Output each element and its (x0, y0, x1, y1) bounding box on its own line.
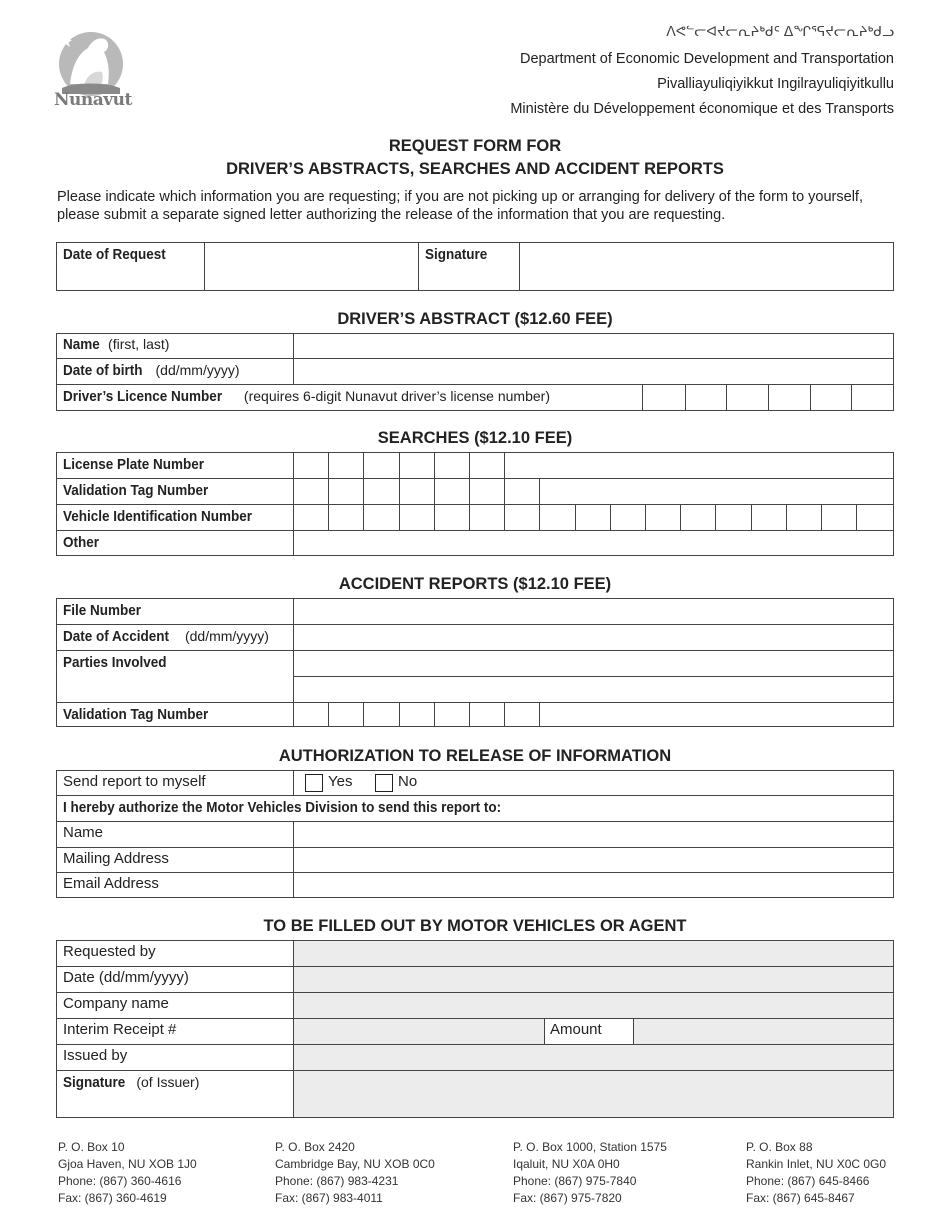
office-box: P. O. Box 88 (746, 1140, 813, 1154)
office-date-input[interactable] (295, 968, 893, 991)
dob-label: Date of birth (63, 362, 143, 379)
abstract-dob-input[interactable] (295, 360, 893, 382)
yes-label: Yes (328, 773, 353, 790)
licence-label: Driver’s Licence Number (63, 388, 223, 405)
interim-receipt-input[interactable] (295, 1020, 543, 1043)
amount-input[interactable] (635, 1020, 893, 1043)
no-checkbox[interactable] (375, 774, 393, 792)
searches-heading: SEARCHES ($12.10 FEE) (377, 429, 573, 447)
tag-char-cell[interactable] (435, 479, 469, 503)
form-title-line2: DRIVER’S ABSTRACTS, SEARCHES AND ACCIDENT REPORTS (226, 160, 724, 178)
vin-char-cell[interactable] (576, 505, 610, 529)
plate-char-cell[interactable] (435, 453, 469, 477)
mailing-address-input[interactable] (295, 849, 893, 871)
vin-char-cell[interactable] (681, 505, 715, 529)
email-address-input[interactable] (295, 874, 893, 897)
department-iu: Pivalliayuliqiyikkut Ingilrayuliqiyitkullu (657, 76, 894, 92)
vin-char-cell[interactable] (400, 505, 434, 529)
tag-char-cell[interactable] (364, 479, 399, 503)
parties-input-1[interactable] (295, 652, 893, 675)
auth-name-label: Name (63, 824, 104, 841)
vin-char-cell[interactable] (822, 505, 856, 529)
accident-tag-char-cell[interactable] (364, 703, 399, 726)
vin-char-cell[interactable] (435, 505, 469, 529)
authorization-heading: AUTHORIZATION TO RELEASE OF INFORMATION (278, 747, 672, 765)
office-phone: Phone: (867) 360-4616 (58, 1174, 182, 1188)
no-label: No (398, 773, 418, 790)
accident-tag-char-cell[interactable] (294, 703, 328, 726)
office-city: Rankin Inlet, NU X0C 0G0 (746, 1157, 887, 1171)
company-name-input[interactable] (295, 994, 893, 1017)
office-fax: Fax: (867) 360-4619 (58, 1191, 167, 1205)
send-to-myself-label: Send report to myself (63, 773, 206, 790)
signature-label: Signature (425, 246, 488, 263)
office-city: Gjoa Haven, NU XOB 1J0 (58, 1157, 197, 1171)
signature-input[interactable] (521, 244, 893, 289)
parties-input-2[interactable] (295, 678, 893, 701)
yes-checkbox[interactable] (305, 774, 323, 792)
accident-tag-char-cell[interactable] (505, 703, 539, 726)
vin-char-cell[interactable] (329, 505, 363, 529)
accident-tag-label: Validation Tag Number (63, 706, 209, 723)
tag-char-cell[interactable] (329, 479, 363, 503)
office-box: P. O. Box 1000, Station 1575 (513, 1140, 667, 1154)
office-use-heading: TO BE FILLED OUT BY MOTOR VEHICLES OR AGENT (263, 917, 687, 935)
tag-char-cell[interactable] (470, 479, 504, 503)
intro-text: Please indicate which information you are requesting; if you are not picking up or arranging for delivery of the form to yourself, please submit a separate signed letter authorizing the release of the information that you are requesting. (57, 189, 863, 223)
plate-char-cell[interactable] (294, 453, 328, 477)
issued-by-input[interactable] (295, 1046, 893, 1069)
accident-tag-char-cell[interactable] (400, 703, 434, 726)
tag-char-cell[interactable] (400, 479, 434, 503)
office-phone: Phone: (867) 975-7840 (513, 1174, 637, 1188)
interim-receipt-label: Interim Receipt # (63, 1021, 177, 1038)
accident-date-hint: (dd/mm/yyyy) (184, 628, 269, 644)
tag-char-cell[interactable] (505, 479, 539, 503)
accident-tag-char-cell[interactable] (435, 703, 469, 726)
office-date-label: Date (dd/mm/yyyy) (63, 969, 189, 986)
search-tag-label: Validation Tag Number (63, 482, 209, 499)
vin-char-cell[interactable] (787, 505, 821, 529)
logo-wordmark: Nunavut (54, 90, 132, 110)
requested-by-label: Requested by (63, 943, 156, 960)
office-fax: Fax: (867) 983-4011 (275, 1191, 383, 1205)
licence-digit-cell[interactable] (686, 385, 726, 410)
auth-name-input[interactable] (295, 823, 893, 846)
vin-char-cell[interactable] (716, 505, 751, 529)
office-phone: Phone: (867) 983-4231 (275, 1174, 399, 1188)
plate-char-cell[interactable] (400, 453, 434, 477)
parties-label: Parties Involved (63, 654, 167, 671)
issuer-signature-input[interactable] (295, 1072, 893, 1117)
office-rankin-inlet (746, 1139, 886, 1207)
file-number-label: File Number (63, 602, 142, 619)
vin-char-cell[interactable] (752, 505, 786, 529)
accident-date-input[interactable] (295, 626, 893, 649)
polar-bear-icon (54, 26, 128, 96)
amount-label: Amount (550, 1021, 602, 1038)
accident-date-label: Date of Accident (63, 628, 170, 645)
licence-digit-cell[interactable] (643, 385, 685, 410)
syllabics-line: ᐱᕙᓪᓕᐊᔪᓕᕆᔨᒃᑯᑦ ᐃᖏᕐᕋᔪᓕᕆᔨᒃᑯᓗ (666, 23, 894, 39)
email-address-label: Email Address (63, 875, 159, 892)
file-number-input[interactable] (295, 600, 893, 623)
plate-char-cell[interactable] (470, 453, 504, 477)
office-box: P. O. Box 2420 (275, 1140, 355, 1154)
abstract-heading: DRIVER’S ABSTRACT ($12.60 FEE) (337, 310, 613, 328)
office-city: Iqaluit, NU X0A 0H0 (513, 1157, 620, 1171)
company-name-label: Company name (63, 995, 169, 1012)
licence-digit-cell[interactable] (769, 385, 810, 410)
office-iqaluit (513, 1139, 667, 1207)
licence-digit-cell[interactable] (811, 385, 851, 410)
authorize-statement: I hereby authorize the Motor Vehicles Division to send this report to: (63, 799, 502, 816)
vin-char-cell[interactable] (294, 505, 328, 529)
office-city: Cambridge Bay, NU XOB 0C0 (275, 1157, 435, 1171)
vin-char-cell[interactable] (505, 505, 539, 529)
licence-hint: (requires 6-digit Nunavut driver’s license number) (243, 388, 550, 404)
licence-digit-cell[interactable] (727, 385, 768, 410)
licence-digit-cell[interactable] (852, 385, 893, 410)
office-fax: Fax: (867) 645-8467 (746, 1191, 855, 1205)
tag-char-cell[interactable] (294, 479, 328, 503)
name-label: Name (63, 336, 100, 353)
vin-char-cell[interactable] (470, 505, 504, 529)
vin-char-cell[interactable] (646, 505, 680, 529)
office-cambridge-bay (275, 1139, 435, 1207)
plate-label: License Plate Number (63, 456, 205, 473)
accident-tag-char-cell[interactable] (329, 703, 363, 726)
vin-char-cell[interactable] (857, 505, 893, 529)
vin-char-cell[interactable] (364, 505, 399, 529)
abstract-name-input[interactable] (295, 335, 893, 357)
office-phone: Phone: (867) 645-8466 (746, 1174, 870, 1188)
office-gjoa-haven (58, 1139, 197, 1207)
dob-hint: (dd/mm/yyyy) (155, 362, 240, 378)
nunavut-logo (54, 26, 132, 116)
other-label: Other (63, 534, 100, 551)
accident-tag-char-cell[interactable] (470, 703, 504, 726)
plate-char-cell[interactable] (364, 453, 399, 477)
issued-by-label: Issued by (63, 1047, 128, 1064)
vin-label: Vehicle Identification Number (63, 508, 253, 525)
department-fr: Ministère du Développement économique et des Transports (510, 101, 894, 117)
department-en: Department of Economic Development and Transportation (520, 51, 894, 67)
accident-heading: ACCIDENT REPORTS ($12.10 FEE) (338, 575, 612, 593)
date-of-request-input[interactable] (206, 244, 417, 289)
plate-char-cell[interactable] (329, 453, 363, 477)
mailing-address-label: Mailing Address (63, 850, 169, 867)
requested-by-input[interactable] (295, 942, 893, 965)
office-box: P. O. Box 10 (58, 1140, 125, 1154)
other-input[interactable] (295, 532, 893, 555)
form-title-line1: REQUEST FORM FOR (388, 137, 562, 155)
issuer-signature-label: Signature (63, 1074, 126, 1091)
office-fax: Fax: (867) 975-7820 (513, 1191, 622, 1205)
name-hint: (first, last) (108, 336, 170, 352)
issuer-signature-hint: (of Issuer) (136, 1074, 200, 1090)
vin-char-cell[interactable] (611, 505, 645, 529)
vin-char-cell[interactable] (540, 505, 575, 529)
date-of-request-label: Date of Request (63, 246, 166, 263)
